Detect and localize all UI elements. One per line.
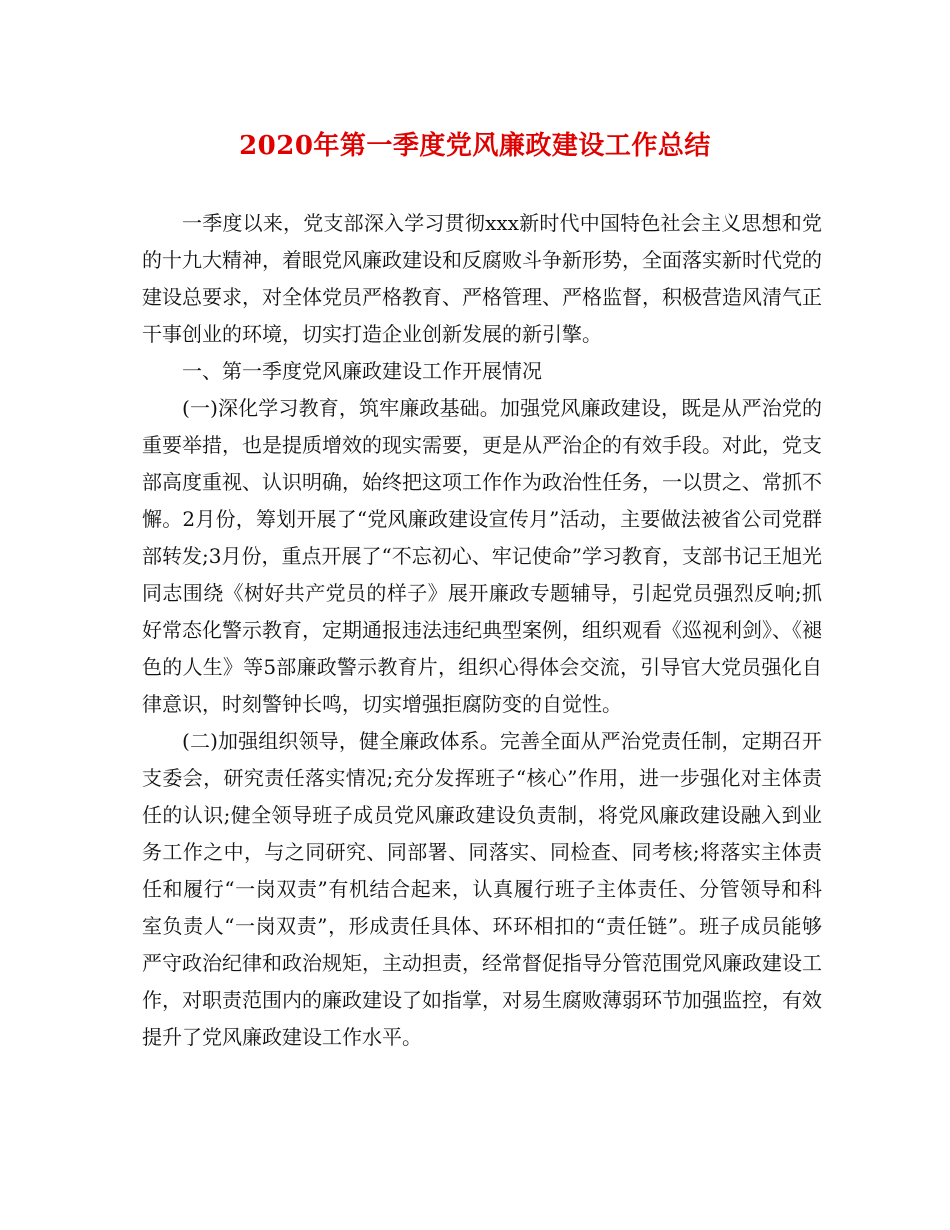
paragraph-study-education: (一)深化学习教育，筑牢廉政基础。加强党风廉政建设，既是从严治党的重要举措，也是提质增效的现实需要，更是从严治企的有效手段。对此，党支部高度重视、认识明确，始终把这项工作作为政治性任务，一以贯之、常抓不懈。2月份，筹划开展了“党风廉政建设宣传月”活动，主要做法被省公司党群部转发;3月份，重点开展了“不忘初心、牢记使命”学习教育，支部书记王旭光同志围绕《树好共产党员的样子》展开廉政专题辅导，引起党员强烈反响;抓好常态化警示教育，定期通报违法违纪典型案例，组织观看《巡视利剑》、《褪色的人生》等5部廉政警示教育片，组织心得体会交流，引导官大党员强化自律意识，时刻警钟长鸣，切实增强拒腐防变的自觉性。	[142, 396, 822, 716]
document-title: 2020年第一季度党风廉政建设工作总结	[239, 131, 711, 161]
paragraph-organization-leadership: (二)加强组织领导，健全廉政体系。完善全面从严治党责任制，定期召开支委会，研究责任落实情况;充分发挥班子“核心”作用，进一步强化对主体责任的认识;健全领导班子成员党风廉政建设负责制，将党风廉政建设融入到业务工作之中，与之同研究、同部署、同落实、同检查、同考核;将落实主体责任和履行“一岗双责”有机结合起来，认真履行班子主体责任、分管领导和科室负责人“一岗双责”，形成责任具体、环环相扣的“责任链”。班子成员能够严守政治纪律和政治规矩，主动担责，经常督促指导分管范围党风廉政建设工作，对职责范围内的廉政建设了如指掌，对易生腐败薄弱环节加强监控，有效提升了党风廉政建设工作水平。	[142, 729, 822, 1049]
intro-paragraph: 一季度以来，党支部深入学习贯彻xxx新时代中国特色社会主义思想和党的十九大精神，着眼党风廉政建设和反腐败斗争新形势，全面落实新时代党的建设总要求，对全体党员严格教育、严格管理、严格监督，积极营造风清气正干事创业的环境，切实打造企业创新发展的新引擎。	[142, 211, 822, 346]
section-heading: 一、第一季度党风廉政建设工作开展情况	[182, 359, 542, 383]
document-body	[142, 205, 822, 1056]
